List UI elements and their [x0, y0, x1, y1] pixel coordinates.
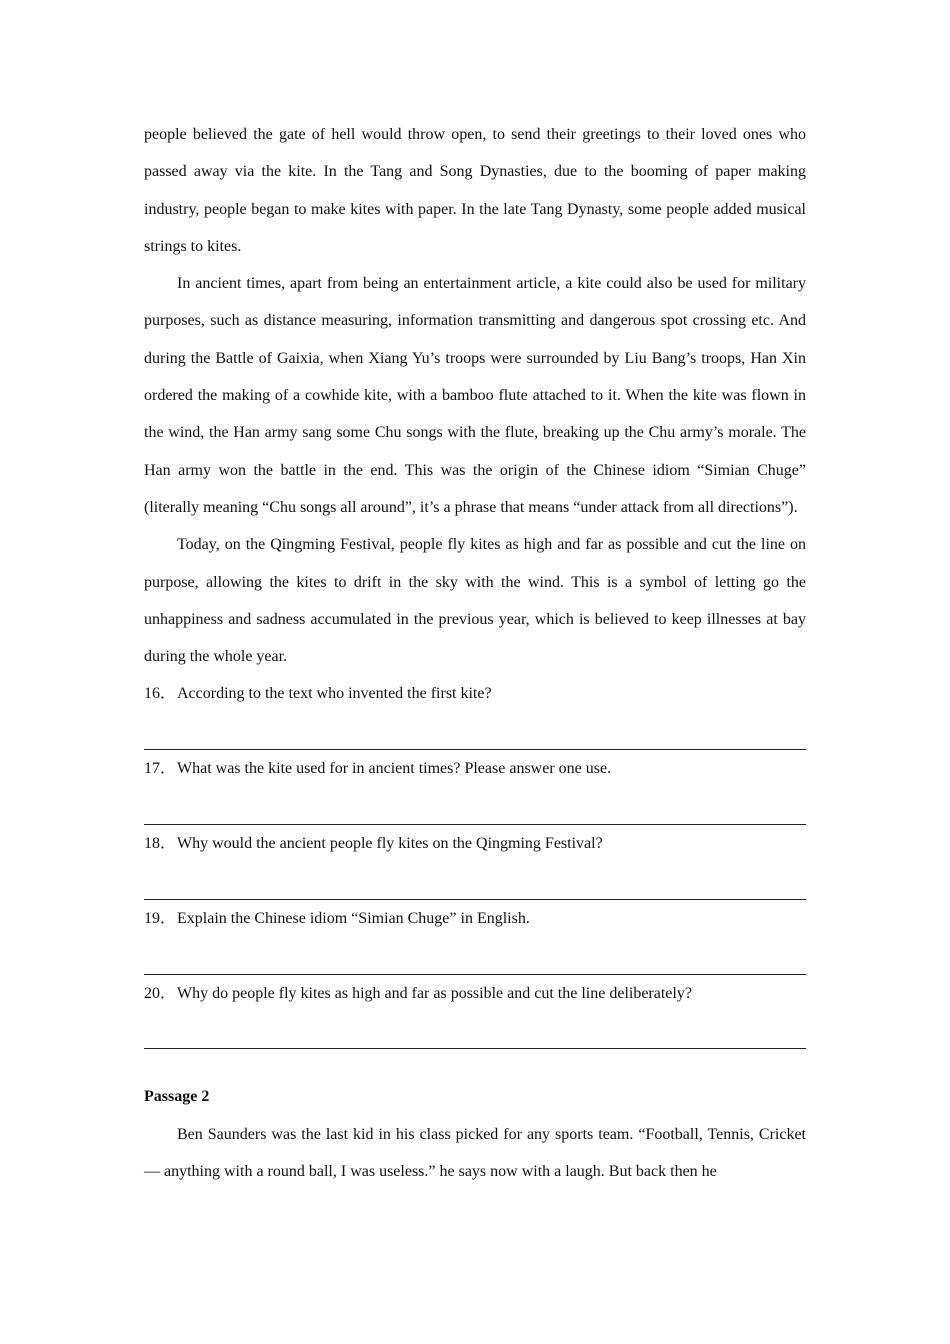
question-number: 16． [144, 685, 177, 703]
question-number: 20． [144, 984, 177, 1002]
question-17 [144, 750, 806, 787]
section-spacer [144, 1049, 806, 1078]
passage1-paragraph-1: people believed the gate of hell would throw open, to send their greetings to their loved ones who passed away via the kite. In the Tang and Song Dynasties, due to the booming of paper making industry, people began to make kites with paper. In the late Tang Dynasty, some people added musical strings to kites. [144, 126, 806, 255]
question-text: Why do people fly kites as high and far as possible and cut the line deliberately? [177, 984, 692, 1002]
passage2-paragraph-1: Ben Saunders was the last kid in his class picked for any sports team. “Football, Tennis, Cricket — anything with a round ball, I was useless.” he says now with a laugh. But back then he [144, 1125, 806, 1181]
question-text: What was the kite used for in ancient times? Please answer one use. [177, 760, 612, 778]
question-16-block [144, 675, 806, 750]
answer-line-16[interactable] [144, 713, 806, 751]
document-page [144, 116, 806, 1190]
question-16 [144, 675, 806, 712]
question-19 [144, 900, 806, 937]
question-number: 18． [144, 835, 177, 853]
question-text: Explain the Chinese idiom “Simian Chuge” in English. [177, 909, 530, 927]
passage2-heading: Passage 2 [144, 1088, 210, 1106]
answer-line-17[interactable] [144, 788, 806, 826]
question-18-block [144, 825, 806, 900]
answer-line-20[interactable] [144, 1012, 806, 1050]
question-17-block [144, 750, 806, 825]
question-number: 19． [144, 909, 177, 927]
question-20-block [144, 975, 806, 1050]
passage1-paragraph-2: In ancient times, apart from being an entertainment article, a kite could also be used for military purposes, such as distance measuring, information transmitting and dangerous spot crossing etc. And during the Battle of Gaixia, when Xiang Yu’s troops were surrounded by Liu Bang’s troops, Han Xin ordered the making of a cowhide kite, with a bamboo flute attached to it. When the kite was flown in the wind, the Han army sang some Chu songs with the flute, breaking up the Chu army’s morale. The Han army won the battle in the end. This was the origin of the Chinese idiom “Simian Chuge” (literally meaning “Chu songs all around”, it’s a phrase that means “under attack from all directions”). [144, 275, 806, 516]
question-number: 17． [144, 760, 177, 778]
passage1-paragraph-3: Today, on the Qingming Festival, people fly kites as high and far as possible and cut the line on purpose, allowing the kites to drift in the sky with the wind. This is a symbol of letting go the unhappiness and sadness accumulated in the previous year, which is believed to keep illnesses at bay during the whole year. [144, 536, 806, 666]
question-18 [144, 825, 806, 862]
question-text: Why would the ancient people fly kites on the Qingming Festival? [177, 835, 603, 853]
question-20 [144, 975, 806, 1012]
question-19-block [144, 900, 806, 975]
answer-line-18[interactable] [144, 862, 806, 900]
question-text: According to the text who invented the first kite? [177, 685, 492, 703]
answer-line-19[interactable] [144, 937, 806, 975]
